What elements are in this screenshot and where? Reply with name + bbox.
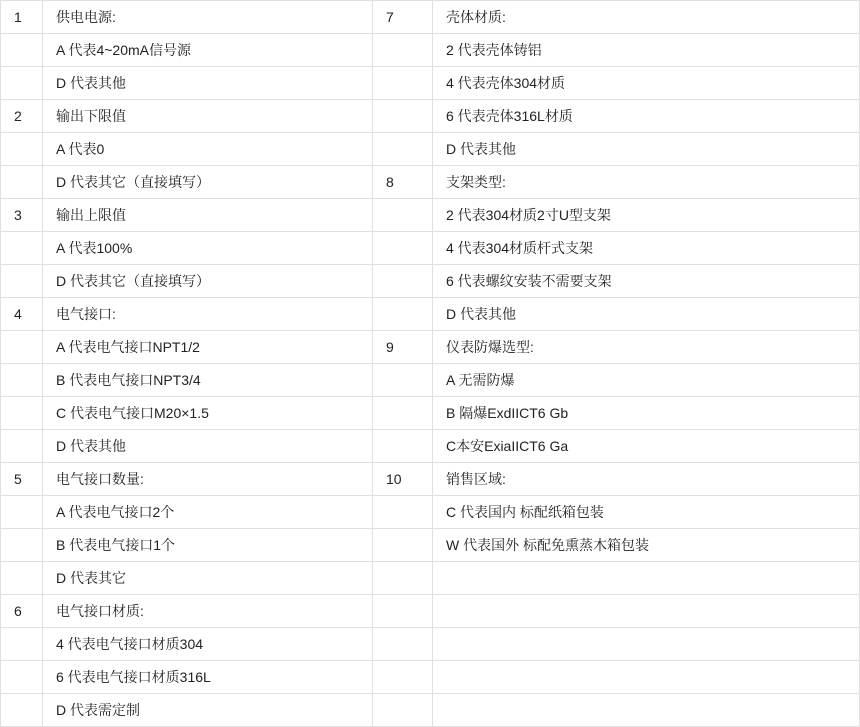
spec-cell: 6 代表电气接口材质316L — [43, 661, 373, 694]
spec-cell: D 代表其它 — [43, 562, 373, 595]
spec-cell: B 隔爆ExdIICT6 Gb — [433, 397, 860, 430]
index-cell — [373, 694, 433, 727]
index-cell — [1, 133, 43, 166]
spec-cell: C 代表国内 标配纸箱包装 — [433, 496, 860, 529]
index-cell — [1, 166, 43, 199]
spec-cell: 6 代表螺纹安装不需要支架 — [433, 265, 860, 298]
index-cell — [373, 364, 433, 397]
spec-cell — [433, 628, 860, 661]
index-cell: 4 — [1, 298, 43, 331]
index-cell — [1, 34, 43, 67]
index-cell: 6 — [1, 595, 43, 628]
spec-cell: 电气接口数量: — [43, 463, 373, 496]
spec-cell: 供电电源: — [43, 1, 373, 34]
spec-cell: A 代表电气接口2个 — [43, 496, 373, 529]
index-cell — [1, 364, 43, 397]
index-cell — [373, 34, 433, 67]
index-cell — [1, 661, 43, 694]
spec-cell: D 代表其他 — [43, 430, 373, 463]
index-cell: 10 — [373, 463, 433, 496]
spec-cell — [433, 562, 860, 595]
spec-cell: A 代表电气接口NPT1/2 — [43, 331, 373, 364]
index-cell — [373, 496, 433, 529]
index-cell — [373, 100, 433, 133]
spec-cell: A 代表100% — [43, 232, 373, 265]
index-cell: 5 — [1, 463, 43, 496]
index-cell — [373, 265, 433, 298]
index-cell — [1, 529, 43, 562]
index-cell — [373, 529, 433, 562]
spec-cell: A 代表4~20mA信号源 — [43, 34, 373, 67]
spec-cell: 仪表防爆选型: — [433, 331, 860, 364]
spec-cell: 6 代表壳体316L材质 — [433, 100, 860, 133]
spec-cell: 2 代表壳体铸铝 — [433, 34, 860, 67]
index-cell: 1 — [1, 1, 43, 34]
spec-cell: 电气接口材质: — [43, 595, 373, 628]
index-cell — [373, 562, 433, 595]
index-cell — [373, 397, 433, 430]
index-cell: 7 — [373, 1, 433, 34]
spec-cell: W 代表国外 标配免熏蒸木箱包装 — [433, 529, 860, 562]
spec-cell: D 代表其它（直接填写） — [43, 166, 373, 199]
index-cell — [373, 628, 433, 661]
index-cell — [1, 694, 43, 727]
index-cell — [373, 199, 433, 232]
spec-cell: 支架类型: — [433, 166, 860, 199]
spec-cell: 4 代表电气接口材质304 — [43, 628, 373, 661]
spec-cell: 壳体材质: — [433, 1, 860, 34]
index-cell — [1, 67, 43, 100]
index-cell: 9 — [373, 331, 433, 364]
index-cell — [1, 265, 43, 298]
spec-cell: B 代表电气接口NPT3/4 — [43, 364, 373, 397]
spec-cell: 电气接口: — [43, 298, 373, 331]
spec-cell — [433, 595, 860, 628]
spec-cell: C本安ExiaIICT6 Ga — [433, 430, 860, 463]
index-cell — [373, 133, 433, 166]
index-cell — [373, 595, 433, 628]
spec-cell: D 代表其它（直接填写） — [43, 265, 373, 298]
spec-cell: D 代表需定制 — [43, 694, 373, 727]
index-cell — [1, 562, 43, 595]
index-cell — [373, 67, 433, 100]
index-cell — [1, 397, 43, 430]
spec-cell: D 代表其他 — [433, 298, 860, 331]
spec-cell: D 代表其他 — [433, 133, 860, 166]
index-cell: 3 — [1, 199, 43, 232]
index-cell — [373, 298, 433, 331]
index-cell: 8 — [373, 166, 433, 199]
spec-cell: 输出上限值 — [43, 199, 373, 232]
spec-cell: 输出下限值 — [43, 100, 373, 133]
index-cell — [1, 430, 43, 463]
spec-cell: 2 代表304材质2寸U型支架 — [433, 199, 860, 232]
index-cell — [373, 232, 433, 265]
index-cell — [373, 430, 433, 463]
spec-cell: A 无需防爆 — [433, 364, 860, 397]
spec-cell — [433, 694, 860, 727]
index-cell — [1, 496, 43, 529]
spec-cell: 4 代表壳体304材质 — [433, 67, 860, 100]
spec-cell: A 代表0 — [43, 133, 373, 166]
spec-cell: B 代表电气接口1个 — [43, 529, 373, 562]
spec-cell: 销售区域: — [433, 463, 860, 496]
index-cell — [1, 232, 43, 265]
index-cell — [373, 661, 433, 694]
spec-cell: D 代表其他 — [43, 67, 373, 100]
spec-cell: C 代表电气接口M20×1.5 — [43, 397, 373, 430]
index-cell: 2 — [1, 100, 43, 133]
spec-cell: 4 代表304材质杆式支架 — [433, 232, 860, 265]
index-cell — [1, 331, 43, 364]
index-cell — [1, 628, 43, 661]
spec-cell — [433, 661, 860, 694]
